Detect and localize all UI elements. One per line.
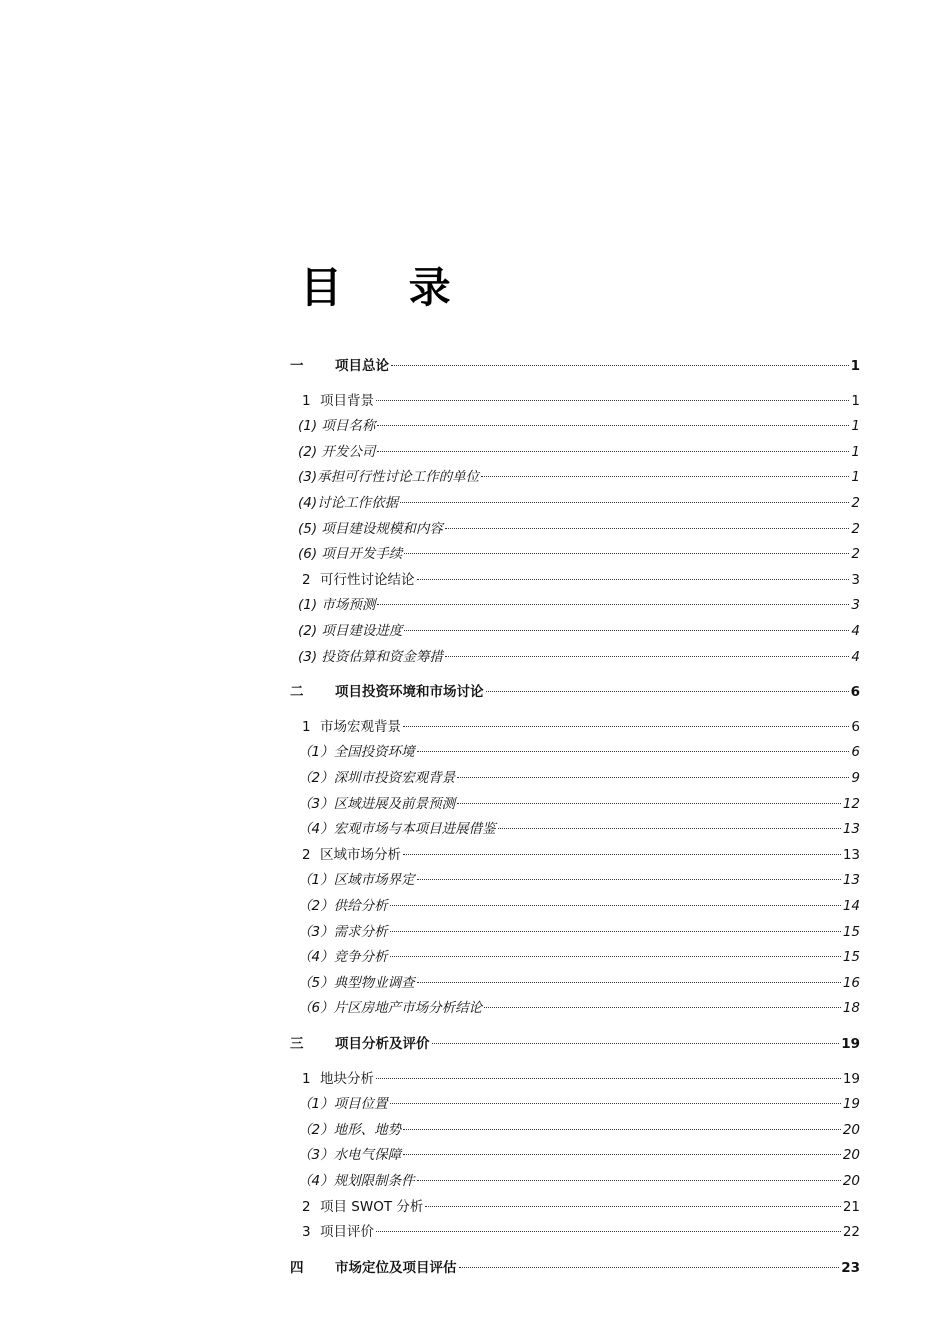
toc-entry-page-number: 19: [841, 1036, 860, 1052]
dot-leader: [390, 1103, 841, 1104]
toc-entry-label: [298, 1143, 401, 1163]
dot-leader: [377, 451, 849, 452]
dot-leader: [498, 828, 841, 829]
toc-entry-text: (3)承担可行性讨论工作的单位: [298, 469, 480, 486]
toc-entry-label: [298, 414, 375, 434]
toc-entry-section[interactable]: [290, 1067, 860, 1089]
dot-leader: [417, 982, 841, 983]
toc-entry-section[interactable]: [290, 1195, 860, 1217]
toc-entry-text: 项目总论: [335, 358, 389, 374]
toc-entry-page-number: 2: [851, 495, 860, 511]
toc-entry-label: [298, 792, 455, 812]
toc-entry-sub[interactable]: [290, 894, 860, 916]
dot-leader: [445, 528, 849, 529]
toc-entry-text: （5）典型物业调查: [298, 974, 415, 991]
toc-entry-text: （6）片区房地产市场分析结论: [298, 1000, 483, 1017]
toc-entry-section[interactable]: [290, 389, 860, 411]
toc-entry-section[interactable]: [290, 715, 860, 737]
toc-entry-sub[interactable]: [290, 465, 860, 487]
toc-entry-page-number: 19: [842, 1070, 860, 1087]
toc-entry-number: 三: [290, 1036, 304, 1052]
toc-entry-text: (1) 项目名称: [298, 418, 376, 435]
toc-entry-page-number: 13: [842, 846, 860, 863]
toc-entry-text: （3）需求分析: [298, 923, 388, 940]
toc-entry-text: 市场宏观背景: [320, 718, 401, 735]
toc-entry-page-number: 6: [851, 744, 860, 761]
toc-entry-page-number: 20: [842, 1173, 860, 1189]
toc-entry-text: (2) 开发公司: [298, 443, 376, 460]
toc-entry-page-number: 21: [842, 1198, 860, 1215]
toc-entry-label: [298, 740, 415, 760]
toc-entry-sub[interactable]: [290, 619, 860, 641]
toc-entry-chapter[interactable]: [290, 354, 860, 376]
toc-entry-label: [298, 996, 482, 1016]
toc-entry-number: 一: [290, 358, 304, 374]
toc-entry-text: （2）地形、地势: [298, 1121, 402, 1138]
toc-entry-page-number: 1: [851, 443, 860, 460]
toc-entry-text: 市场定位及项目评估: [335, 1259, 457, 1276]
toc-entry-page-number: 2: [851, 520, 860, 537]
toc-entry-page-number: 13: [842, 821, 860, 838]
toc-entry-label: [298, 1118, 401, 1138]
toc-entry-sub[interactable]: [290, 1092, 860, 1114]
toc-entry-text: （1）区域市场界定: [298, 872, 415, 889]
toc-entry-label: [298, 619, 402, 639]
toc-entry-sub[interactable]: [290, 1143, 860, 1165]
toc-entry-text: (1) 市场预测: [298, 597, 376, 614]
toc-entry-page-number: 6: [851, 718, 860, 735]
toc-entry-page-number: 18: [842, 1000, 860, 1017]
dot-leader: [376, 1078, 841, 1079]
toc-entry-text: 项目背景: [320, 392, 374, 409]
toc-entry-label: [298, 971, 415, 991]
toc-entry-text: （1）全国投资环境: [298, 744, 415, 761]
toc-entry-section[interactable]: [290, 568, 860, 590]
toc-entry-label: [298, 868, 415, 888]
toc-entry-sub[interactable]: [290, 996, 860, 1018]
toc-entry-page-number: 3: [851, 597, 860, 614]
toc-entry-text: (3) 投资估算和资金筹措: [298, 648, 443, 665]
toc-entry-sub[interactable]: [290, 1169, 860, 1191]
toc-entry-text: 区域市场分析: [320, 846, 401, 863]
toc-entry-text: 项目分析及评价: [335, 1036, 430, 1052]
toc-entry-text: （4）竞争分析: [298, 949, 388, 966]
toc-entry-label: [298, 517, 443, 537]
toc-entry-text: (2) 项目建设进度: [298, 623, 403, 639]
dot-leader: [457, 777, 849, 778]
toc-entry-sub[interactable]: [290, 1118, 860, 1140]
toc-entry-label: [302, 843, 401, 863]
toc-entry-label: [298, 465, 479, 485]
toc-entry-label: [302, 1067, 374, 1087]
toc-entry-text: 项目投资环境和市场讨论: [335, 684, 484, 701]
toc-entry-page-number: 1: [851, 392, 860, 409]
toc-entry-page-number: 4: [851, 648, 860, 665]
toc-entry-label: [302, 568, 415, 588]
dot-leader: [403, 726, 849, 727]
dot-leader: [391, 365, 849, 366]
toc-entry-page-number: 20: [842, 1147, 860, 1164]
toc-entry-page-number: 15: [842, 949, 860, 966]
toc-entry-sub[interactable]: [290, 971, 860, 993]
toc-entry-label: [298, 894, 388, 914]
toc-entry-section[interactable]: [290, 1220, 860, 1242]
toc-entry-label: [298, 945, 388, 965]
toc-entry-page-number: 20: [842, 1121, 860, 1138]
dot-leader: [481, 476, 849, 477]
toc-entry-page-number: 9: [851, 770, 860, 786]
dot-leader: [404, 553, 849, 554]
toc-entry-sub[interactable]: [290, 414, 860, 436]
toc-entry-sub[interactable]: [290, 517, 860, 539]
toc-entry-number: 2: [302, 571, 311, 588]
toc-entry-number: 1: [302, 392, 311, 409]
toc-entry-sub[interactable]: [290, 792, 860, 814]
toc-entry-label: [302, 389, 374, 409]
dot-leader: [425, 1206, 840, 1207]
toc-entry-number: 四: [290, 1259, 304, 1276]
toc-entry-text: （4）宏观市场与本项目进展借鉴: [298, 821, 496, 838]
toc-entry-label: [298, 542, 402, 562]
dot-leader: [417, 1180, 841, 1181]
dot-leader: [404, 630, 849, 631]
dot-leader: [376, 1231, 841, 1232]
toc-entry-label: [298, 645, 443, 665]
toc-entry-label: [302, 1195, 423, 1215]
dot-leader: [403, 854, 841, 855]
toc-entry-section[interactable]: [290, 843, 860, 865]
toc-entry-page-number: 19: [842, 1096, 860, 1113]
toc-entry-page-number: 3: [851, 571, 860, 588]
dot-leader: [403, 1154, 841, 1155]
toc-entry-sub[interactable]: [290, 491, 860, 513]
toc-entry-sub[interactable]: [290, 645, 860, 667]
toc-entry-page-number: 6: [850, 684, 860, 701]
toc-entry-text: (5) 项目建设规模和内容: [298, 520, 443, 537]
toc-entry-text: （2）供给分析: [298, 898, 388, 914]
toc-entry-chapter[interactable]: [290, 1032, 860, 1054]
dot-leader: [400, 502, 849, 503]
toc-entry-sub[interactable]: [290, 868, 860, 890]
dot-leader: [459, 1267, 840, 1268]
toc-entry-text: (6) 项目开发手续: [298, 546, 403, 563]
dot-leader: [377, 425, 849, 426]
toc-entry-text: （3）水电气保障: [298, 1147, 402, 1164]
toc-entry-label: [298, 593, 375, 613]
toc-entry-sub[interactable]: [290, 440, 860, 462]
dot-leader: [432, 1043, 840, 1044]
toc-entry-text: 可行性讨论结论: [320, 571, 415, 588]
toc-entry-sub[interactable]: [290, 920, 860, 942]
dot-leader: [417, 879, 841, 880]
toc-entry-label: [298, 1169, 415, 1189]
toc-entry-page-number: 4: [851, 623, 860, 639]
dot-leader: [417, 751, 850, 752]
toc-entry-label: [298, 766, 455, 786]
toc-entry-page-number: 1: [850, 358, 860, 374]
toc-entry-sub[interactable]: [290, 945, 860, 967]
toc-entry-page-number: 1: [851, 469, 860, 486]
toc-entry-sub[interactable]: [290, 817, 860, 839]
toc-entry-text: 项目评价: [320, 1224, 374, 1241]
dot-leader: [390, 905, 841, 906]
toc-entry-page-number: 16: [842, 974, 860, 991]
toc-entry-number: 3: [302, 1224, 311, 1241]
toc-entry-text: （2）深圳市投资宏观背景: [298, 770, 456, 786]
dot-leader: [445, 656, 849, 657]
toc-entry-label: [302, 715, 401, 735]
dot-leader: [457, 803, 841, 804]
toc-entry-label: [298, 491, 398, 511]
toc-entry-label: [290, 354, 389, 374]
toc-entry-label: [302, 1220, 374, 1240]
toc-entry-label: [298, 1092, 388, 1112]
toc-entry-number: 1: [302, 718, 311, 735]
page-title: 目 录: [300, 263, 477, 312]
dot-leader: [377, 604, 849, 605]
dot-leader: [486, 691, 849, 692]
toc-entry-label: [290, 680, 484, 700]
toc-entry-text: （4）规划限制条件: [298, 1173, 415, 1189]
toc-entry-sub[interactable]: [290, 766, 860, 788]
toc-entry-page-number: 14: [842, 898, 860, 914]
toc-entry-page-number: 23: [841, 1259, 860, 1276]
toc-entry-page-number: 12: [842, 795, 860, 812]
toc-entry-text: （1）项目位置: [298, 1096, 388, 1113]
toc-entry-page-number: 22: [842, 1224, 860, 1241]
toc-entry-sub[interactable]: [290, 740, 860, 762]
toc-entry-label: [290, 1032, 430, 1052]
toc-entry-page-number: 2: [851, 546, 860, 563]
toc-entry-page-number: 15: [842, 923, 860, 940]
dot-leader: [390, 931, 841, 932]
toc-entry-text: (4)讨论工作依据: [298, 495, 399, 511]
toc-entry-label: [298, 440, 375, 460]
toc-entry-text: 地块分析: [320, 1070, 374, 1087]
toc-entry-label: [298, 817, 496, 837]
toc-entry-chapter[interactable]: [290, 1256, 860, 1278]
toc-entry-number: 2: [302, 846, 311, 863]
toc-entry-sub[interactable]: [290, 593, 860, 615]
toc-entry-label: [290, 1256, 457, 1276]
toc-entry-label: [298, 920, 388, 940]
toc-entry-number: 2: [302, 1198, 311, 1215]
toc-entry-text: （3）区域进展及前景预测: [298, 795, 456, 812]
dot-leader: [376, 400, 849, 401]
toc-entry-text: 项目 SWOT 分析: [320, 1198, 424, 1215]
toc-entry-page-number: 1: [851, 418, 860, 435]
toc-entry-number: 1: [302, 1070, 311, 1087]
dot-leader: [390, 956, 841, 957]
toc-entry-chapter[interactable]: [290, 680, 860, 702]
toc-entry-page-number: 13: [842, 872, 860, 889]
dot-leader: [417, 579, 850, 580]
dot-leader: [403, 1129, 841, 1130]
toc-entry-sub[interactable]: [290, 542, 860, 564]
dot-leader: [484, 1007, 841, 1008]
toc-entry-number: 二: [290, 684, 304, 701]
